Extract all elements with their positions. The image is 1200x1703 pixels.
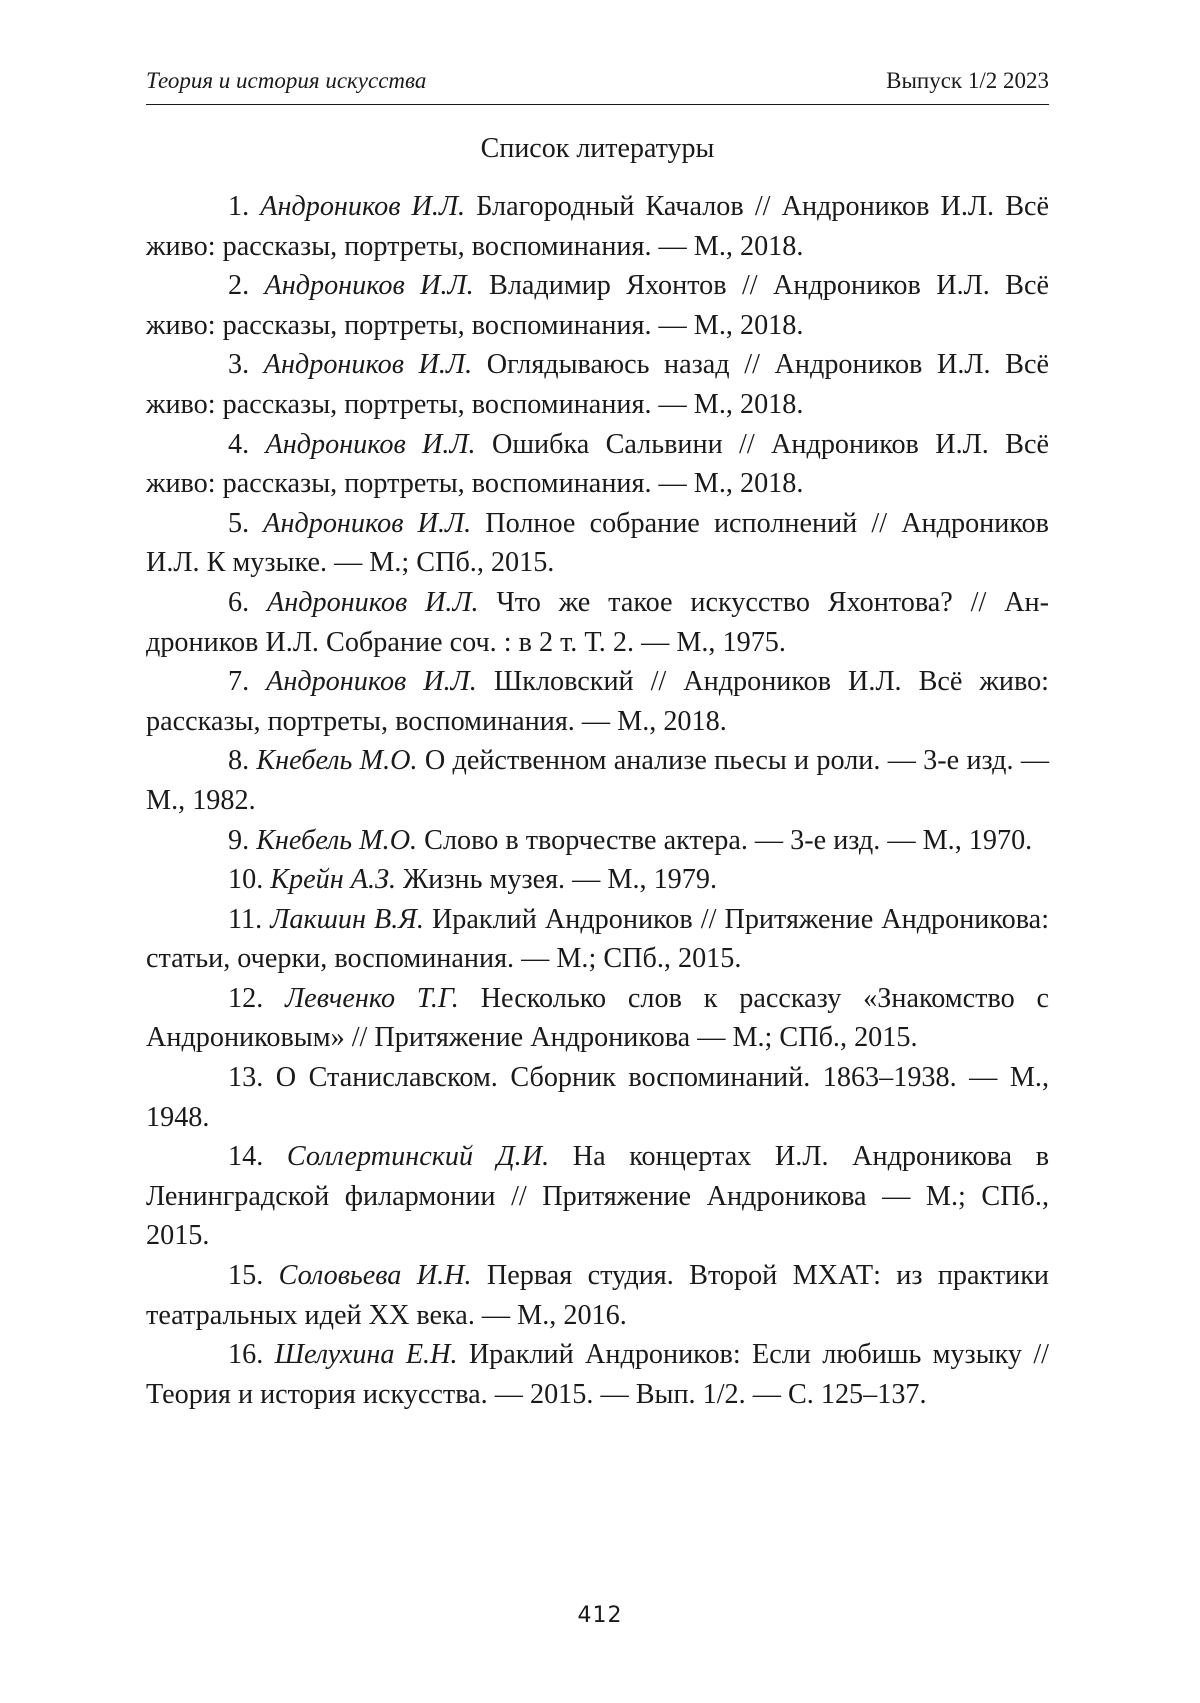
reference-author: Лакшин В.Я. <box>270 903 424 935</box>
reference-item <box>146 900 1049 979</box>
reference-number: 7. <box>228 666 250 698</box>
reference-text: Благородный Качалов // Андроников И.Л. Всё живо: рассказы, портреты, воспоминания. — М., 2018. <box>146 191 1050 262</box>
reference-item <box>146 583 1049 662</box>
reference-number: 16. <box>228 1339 264 1371</box>
reference-text: Слово в творчестве актера. — 3-е изд. — М., 1970. <box>424 824 1033 856</box>
reference-item <box>146 504 1049 583</box>
reference-author: Крейн А.З. <box>270 864 396 896</box>
reference-author: Андроников И.Л. <box>266 666 477 698</box>
reference-number: 2. <box>228 270 250 302</box>
reference-number: 15. <box>228 1260 264 1292</box>
reference-number: 11. <box>228 903 263 935</box>
reference-item <box>146 821 1049 861</box>
reference-author: Кнебель М.О. <box>256 824 418 856</box>
section-title: Список литературы <box>480 133 715 164</box>
reference-number: 14. <box>228 1141 264 1173</box>
reference-number: 4. <box>228 428 250 460</box>
reference-item <box>146 662 1049 741</box>
reference-text: Первая студия. Второй МХАТ: из практики театральных идей XX века. — М., 2016. <box>146 1260 1050 1331</box>
reference-text: Владимир Яхонтов // Андроников И.Л. Всё живо: рассказы, портреты, воспоминания. — М., 2018. <box>146 270 1050 341</box>
reference-item <box>146 345 1049 424</box>
journal-title: Теория и история искусства <box>146 68 427 93</box>
reference-number: 13. <box>228 1062 264 1094</box>
reference-author: Андроников И.Л. <box>260 191 466 222</box>
reference-text: Ошибка Сальвини // Андроников И.Л. Всё живо: рассказы, портреты, воспоминания. — М., 2018. <box>146 428 1049 500</box>
reference-item <box>146 187 1049 266</box>
reference-item <box>146 1256 1049 1335</box>
reference-text: Ираклий Андроников: Если любишь музыку // Теория и история искусства. — 2015. — Вып. 1/2. — С. 125–137. <box>146 1339 1050 1410</box>
reference-number: 1. <box>228 191 250 222</box>
reference-author: Андроников И.Л. <box>264 270 474 302</box>
reference-number: 6. <box>228 586 250 618</box>
reference-item <box>146 1137 1049 1256</box>
reference-number: 3. <box>228 349 250 381</box>
reference-text: Жизнь музея. — М., 1979. <box>403 864 718 896</box>
reference-text: Ираклий Андроников // Притяжение Андроникова: статьи, очерки, воспоминания. — М.; СПб., 2015. <box>146 903 1050 975</box>
reference-author: Андроников И.Л. <box>267 586 479 618</box>
reference-number: 12. <box>228 982 264 1014</box>
issue-label: Выпуск 1/2 2023 <box>886 68 1049 93</box>
reference-author: Левченко Т.Г. <box>285 982 459 1014</box>
reference-text: Несколько слов к рассказу «Знакомство с Андрониковым» // Притяжение Андроникова — М.; СПб., 2015. <box>146 982 1050 1054</box>
reference-text: О Станиславском. Сборник воспоминаний. 1863–1938. — М., 1948. <box>146 1062 1050 1133</box>
reference-list <box>146 187 1049 1414</box>
reference-text: Полное собрание исполнений // Андроников И.Л. К музыке. — М.; СПб., 2015. <box>146 507 1049 579</box>
reference-author: Шелухина Е.Н. <box>274 1339 458 1371</box>
reference-item <box>146 1335 1049 1414</box>
reference-number: 10. <box>228 864 264 896</box>
reference-text: Шкловский // Андроников И.Л. Всё живо: рассказы, портреты, воспоминания. — М., 2018. <box>146 666 1049 737</box>
reference-text: На концертах И.Л. Андроникова в Ленинградской филармонии // Притяжение Андроникова — М.; СПб., 2015. <box>146 1141 1050 1252</box>
reference-item <box>146 979 1049 1058</box>
reference-item <box>146 1058 1049 1137</box>
running-header <box>146 64 1049 105</box>
reference-text: Что же такое искусство Яхонтова? // Андроников И.Л. Собрание соч. : в 2 т. Т. 2. — М., 1975. <box>146 586 1050 658</box>
reference-author: Андроников И.Л. <box>263 349 473 381</box>
reference-number: 5. <box>228 507 250 539</box>
reference-item <box>146 860 1049 900</box>
reference-author: Соллертинский Д.И. <box>286 1141 550 1173</box>
reference-item <box>146 425 1049 504</box>
reference-author: Андроников И.Л. <box>263 507 472 539</box>
reference-item <box>146 741 1049 820</box>
reference-number: 9. <box>228 824 250 856</box>
reference-text: О действенном анализе пьесы и роли. — 3-е изд. — М., 1982. <box>146 745 1050 816</box>
reference-author: Кнебель М.О. <box>256 745 418 777</box>
reference-number: 8. <box>228 745 250 777</box>
page-number: 412 <box>577 1603 623 1628</box>
reference-item <box>146 266 1049 345</box>
reference-author: Андроников И.Л. <box>265 428 476 460</box>
reference-text: Оглядываюсь назад // Андроников И.Л. Всё живо: рассказы, портреты, воспоминания. — М., 2018. <box>146 349 1050 420</box>
reference-author: Соловьева И.Н. <box>278 1260 472 1292</box>
